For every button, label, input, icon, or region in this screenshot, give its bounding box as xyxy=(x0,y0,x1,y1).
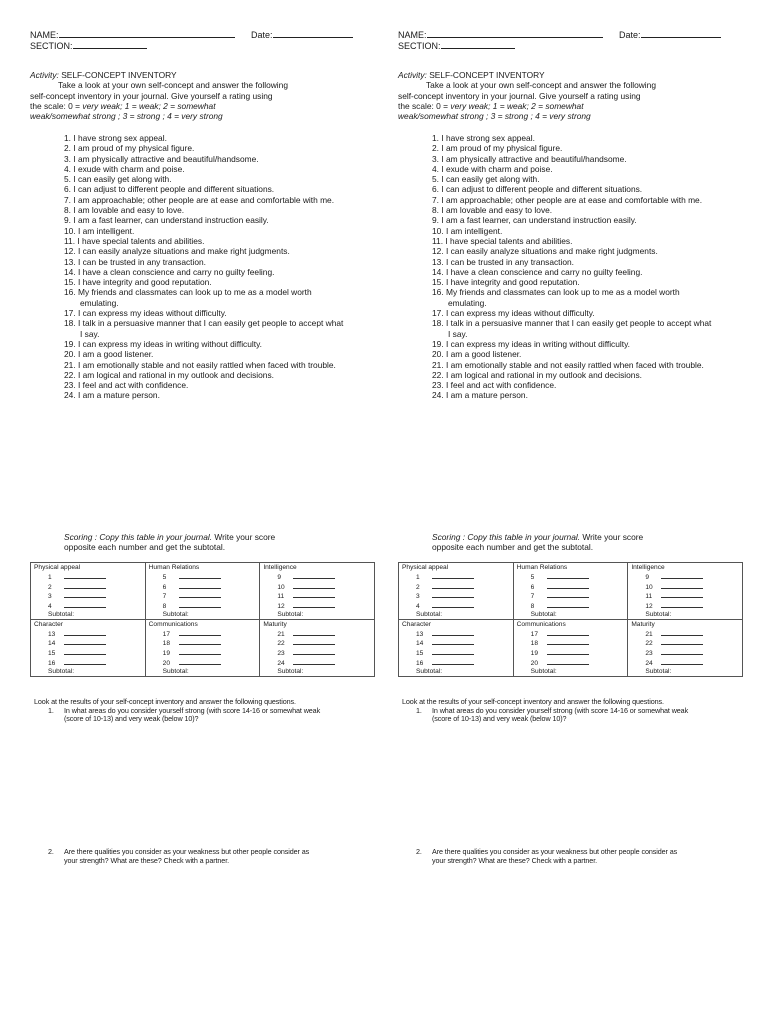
scale-prefix: the scale: 0 = xyxy=(30,100,83,111)
list-item: 2. I am proud of my physical figure. xyxy=(432,143,563,154)
intro-line-1: Take a look at your own self-concept and answer the following xyxy=(426,80,656,91)
list-item: 6. I can adjust to different people and different situations. xyxy=(64,184,275,195)
subtotal-label: Subtotal: xyxy=(416,667,443,675)
list-item: 12. I can easily analyze situations and make right judgments. xyxy=(64,246,290,257)
score-line[interactable] xyxy=(432,648,474,655)
table-cell: Human Relations 5 6 7 8 Subtotal: xyxy=(513,563,628,620)
table-cell: Maturity 21 22 23 24 Subtotal: xyxy=(628,619,743,676)
intro-line-2: self-concept inventory in your journal. Give yourself a rating using xyxy=(398,90,641,101)
scale-rest: very weak; 1 = weak; 2 = somewhat xyxy=(82,100,216,111)
score-line[interactable] xyxy=(179,582,221,589)
score-line[interactable] xyxy=(179,572,221,579)
scoring-label: Scoring : Copy this table in your journal. xyxy=(432,532,581,542)
score-line[interactable] xyxy=(64,648,106,655)
score-line[interactable] xyxy=(179,648,221,655)
list-item: 10. I am intelligent. xyxy=(432,225,503,236)
subtotal-label: Subtotal: xyxy=(48,667,75,675)
score-line[interactable] xyxy=(179,629,221,636)
category-label: Physical appeal xyxy=(402,564,449,571)
table-cell: Human Relations 5 6 7 8 Subtotal: xyxy=(145,563,260,620)
list-item: 9. I am a fast learner, can understand instruction easily. xyxy=(432,215,637,226)
list-item: 15. I have integrity and good reputation. xyxy=(432,277,580,288)
table-cell: Character 13 14 15 16 Subtotal: xyxy=(31,619,146,676)
list-item: 21. I am emotionally stable and not easily rattled when faced with trouble. xyxy=(432,359,704,370)
name-line[interactable] xyxy=(59,29,235,38)
scoring-instructions xyxy=(432,532,643,553)
score-line[interactable] xyxy=(293,638,335,645)
list-item: 11. I have special talents and abilities. xyxy=(64,235,205,246)
list-item: 3. I am physically attractive and beautiful/handsome. xyxy=(64,153,259,164)
score-line[interactable] xyxy=(547,629,589,636)
name-label: NAME: xyxy=(30,30,59,40)
list-item: 23. I feel and act with confidence. xyxy=(64,380,189,391)
score-line[interactable] xyxy=(547,582,589,589)
list-item: 14. I have a clean conscience and carry no guilty feeling. xyxy=(432,266,643,277)
score-line[interactable] xyxy=(547,591,589,598)
list-item-continuation: I say. xyxy=(448,328,468,339)
activity-block xyxy=(30,70,350,121)
score-line[interactable] xyxy=(547,572,589,579)
section-line[interactable] xyxy=(73,40,147,49)
list-item: 7. I am approachable; other people are at ease and comfortable with me. xyxy=(432,194,703,205)
date-field[interactable] xyxy=(619,29,721,40)
table-cell: Communications 17 18 19 20 Subtotal: xyxy=(513,619,628,676)
table-cell: Physical appeal 1 2 3 4 Subtotal: xyxy=(399,563,514,620)
category-label: Character xyxy=(402,620,431,628)
scoring-text-1: Write your score xyxy=(212,532,276,542)
intro-line-2: self-concept inventory in your journal. Give yourself a rating using xyxy=(30,90,273,101)
score-line[interactable] xyxy=(293,629,335,636)
list-item: 3. I am physically attractive and beautiful/handsome. xyxy=(432,153,627,164)
score-line[interactable] xyxy=(179,591,221,598)
activity-label: Activity: xyxy=(398,70,427,80)
name-line[interactable] xyxy=(427,29,603,38)
list-item-continuation: emulating. xyxy=(80,297,119,308)
name-field[interactable] xyxy=(30,29,235,40)
score-line[interactable] xyxy=(179,638,221,645)
score-line[interactable] xyxy=(179,658,221,665)
activity-label: Activity: xyxy=(30,70,59,80)
score-line[interactable] xyxy=(547,648,589,655)
subtotal-label: Subtotal: xyxy=(645,667,672,675)
list-item: 8. I am lovable and easy to love. xyxy=(432,205,553,216)
subtotal-label: Subtotal: xyxy=(162,610,189,618)
list-item: 23. I feel and act with confidence. xyxy=(432,380,557,391)
table-cell: Intelligence 9 10 11 12 Subtotal: xyxy=(628,563,743,620)
question-1: 1. In what areas do you consider yourself strong (with score 14-16 or somewhat weak (score of 10-13) and very weak (below 10)? xyxy=(416,705,689,724)
score-line[interactable] xyxy=(547,601,589,608)
name-label: NAME: xyxy=(398,30,427,40)
scoring-text-2: opposite each number and get the subtotal. xyxy=(432,542,594,553)
activity-title: SELF-CONCEPT INVENTORY xyxy=(429,70,545,80)
question-2-block xyxy=(402,848,742,865)
scale-prefix: the scale: 0 = xyxy=(398,100,451,111)
category-label: Physical appeal xyxy=(34,564,81,571)
inventory-list xyxy=(64,133,343,401)
scoring-label: Scoring : Copy this table in your journal. xyxy=(64,532,213,542)
list-item: 13. I can be trusted in any transaction. xyxy=(64,256,206,267)
score-line[interactable] xyxy=(432,572,474,579)
score-line[interactable] xyxy=(432,601,474,608)
list-item: 5. I can easily get along with. xyxy=(64,174,172,185)
list-item: 5. I can easily get along with. xyxy=(432,174,540,185)
table-cell: Character 13 14 15 16 Subtotal: xyxy=(399,619,514,676)
score-line[interactable] xyxy=(661,582,703,589)
score-line[interactable] xyxy=(432,638,474,645)
date-label: Date: xyxy=(619,30,641,40)
scale-line-2: weak/somewhat strong ; 3 = strong ; 4 = very strong xyxy=(398,111,591,122)
category-label: Intelligence xyxy=(631,564,665,571)
score-line[interactable] xyxy=(661,591,703,598)
scoring-text-2: opposite each number and get the subtotal. xyxy=(64,542,226,553)
questions-block xyxy=(34,698,374,724)
category-label: Maturity xyxy=(263,620,287,628)
score-line[interactable] xyxy=(64,658,106,665)
inventory-list xyxy=(432,133,711,401)
list-item-continuation: I say. xyxy=(80,328,100,339)
section-label: SECTION: xyxy=(30,41,73,51)
list-item: 18. I talk in a persuasive manner that I can easily get people to accept what xyxy=(432,318,712,329)
list-item: 19. I can express my ideas in writing without difficulty. xyxy=(64,338,262,349)
score-line[interactable] xyxy=(64,629,106,636)
list-item: 6. I can adjust to different people and different situations. xyxy=(432,184,643,195)
list-item: 17. I can express my ideas without difficulty. xyxy=(64,308,227,319)
question-2: 2. Are there qualities you consider as your weakness but other people consider as your strength? What are these? Check with a partner. xyxy=(416,847,678,865)
questions-intro: Look at the results of your self-concept inventory and answer the following questions. xyxy=(34,697,296,706)
subtotal-label: Subtotal: xyxy=(277,667,304,675)
list-item: 8. I am lovable and easy to love. xyxy=(64,205,185,216)
activity-title: SELF-CONCEPT INVENTORY xyxy=(61,70,177,80)
questions-block xyxy=(402,698,742,724)
right-worksheet xyxy=(368,0,743,1024)
score-line[interactable] xyxy=(661,572,703,579)
activity-block xyxy=(398,70,718,121)
score-line[interactable] xyxy=(64,601,106,608)
list-item: 10. I am intelligent. xyxy=(64,225,135,236)
category-label: Maturity xyxy=(631,620,655,628)
score-line[interactable] xyxy=(293,658,335,665)
list-item: 22. I am logical and rational in my outlook and decisions. xyxy=(64,369,274,380)
category-label: Intelligence xyxy=(263,564,297,571)
list-item: 20. I am a good listener. xyxy=(64,349,154,360)
list-item: 14. I have a clean conscience and carry no guilty feeling. xyxy=(64,266,275,277)
category-label: Communications xyxy=(148,620,198,628)
question-2: 2. Are there qualities you consider as your weakness but other people consider as your strength? What are these? Check with a partner. xyxy=(48,847,310,865)
subtotal-label: Subtotal: xyxy=(48,610,75,618)
date-line[interactable] xyxy=(273,29,353,38)
score-line[interactable] xyxy=(64,591,106,598)
list-item: 20. I am a good listener. xyxy=(432,349,522,360)
score-line[interactable] xyxy=(432,629,474,636)
list-item-continuation: emulating. xyxy=(448,297,487,308)
score-line[interactable] xyxy=(661,638,703,645)
table-cell: Physical appeal 1 2 3 4 Subtotal: xyxy=(31,563,146,620)
intro-line-1: Take a look at your own self-concept and answer the following xyxy=(58,80,288,91)
category-label: Human Relations xyxy=(148,564,200,571)
score-line[interactable] xyxy=(64,582,106,589)
score-line[interactable] xyxy=(293,572,335,579)
subtotal-label: Subtotal: xyxy=(416,610,443,618)
date-label: Date: xyxy=(251,30,273,40)
scoring-text-1: Write your score xyxy=(580,532,644,542)
category-label: Human Relations xyxy=(516,564,568,571)
scoring-instructions xyxy=(64,532,275,553)
score-line[interactable] xyxy=(293,601,335,608)
name-field[interactable] xyxy=(398,29,603,40)
table-cell: Communications 17 18 19 20 Subtotal: xyxy=(145,619,260,676)
section-label: SECTION: xyxy=(398,41,441,51)
scoring-table xyxy=(30,562,375,677)
subtotal-label: Subtotal: xyxy=(530,610,557,618)
list-item: 16. My friends and classmates can look up to me as a model worth xyxy=(432,287,680,298)
score-line[interactable] xyxy=(661,648,703,655)
list-item: 22. I am logical and rational in my outlook and decisions. xyxy=(432,369,642,380)
category-label: Character xyxy=(34,620,63,628)
list-item: 11. I have special talents and abilities. xyxy=(432,235,573,246)
scale-line-2: weak/somewhat strong ; 3 = strong ; 4 = very strong xyxy=(30,111,223,122)
score-line[interactable] xyxy=(547,638,589,645)
list-item: 19. I can express my ideas in writing without difficulty. xyxy=(432,338,630,349)
section-field[interactable] xyxy=(30,40,147,51)
score-line[interactable] xyxy=(293,582,335,589)
table-cell: Intelligence 9 10 11 12 Subtotal: xyxy=(260,563,375,620)
left-worksheet xyxy=(0,0,375,1024)
score-line[interactable] xyxy=(547,658,589,665)
list-item: 15. I have integrity and good reputation. xyxy=(64,277,212,288)
score-line[interactable] xyxy=(661,629,703,636)
list-item: 4. I exude with charm and poise. xyxy=(64,163,185,174)
list-item: 2. I am proud of my physical figure. xyxy=(64,143,195,154)
list-item: 24. I am a mature person. xyxy=(64,390,160,401)
table-cell: Maturity 21 22 23 24 Subtotal: xyxy=(260,619,375,676)
list-item: 12. I can easily analyze situations and make right judgments. xyxy=(432,246,658,257)
list-item: 1. I have strong sex appeal. xyxy=(432,133,535,143)
list-item: 24. I am a mature person. xyxy=(432,390,528,401)
section-field[interactable] xyxy=(398,40,515,51)
subtotal-label: Subtotal: xyxy=(162,667,189,675)
list-item: 21. I am emotionally stable and not easily rattled when faced with trouble. xyxy=(64,359,336,370)
score-line[interactable] xyxy=(661,601,703,608)
list-item: 1. I have strong sex appeal. xyxy=(64,133,167,143)
category-label: Communications xyxy=(516,620,566,628)
score-line[interactable] xyxy=(64,572,106,579)
score-line[interactable] xyxy=(179,601,221,608)
score-line[interactable] xyxy=(432,582,474,589)
score-line[interactable] xyxy=(432,591,474,598)
score-line[interactable] xyxy=(661,658,703,665)
list-item: 18. I talk in a persuasive manner that I can easily get people to accept what xyxy=(64,318,344,329)
section-line[interactable] xyxy=(441,40,515,49)
score-line[interactable] xyxy=(293,648,335,655)
date-line[interactable] xyxy=(641,29,721,38)
list-item: 16. My friends and classmates can look up to me as a model worth xyxy=(64,287,312,298)
list-item: 7. I am approachable; other people are at ease and comfortable with me. xyxy=(64,194,335,205)
score-line[interactable] xyxy=(432,658,474,665)
subtotal-label: Subtotal: xyxy=(277,610,304,618)
scale-rest: very weak; 1 = weak; 2 = somewhat xyxy=(450,100,584,111)
question-1: 1. In what areas do you consider yourself strong (with score 14-16 or somewhat weak (score of 10-13) and very weak (below 10)? xyxy=(48,705,321,724)
subtotal-label: Subtotal: xyxy=(530,667,557,675)
list-item: 17. I can express my ideas without difficulty. xyxy=(432,308,595,319)
score-line[interactable] xyxy=(64,638,106,645)
list-item: 9. I am a fast learner, can understand instruction easily. xyxy=(64,215,269,226)
date-field[interactable] xyxy=(251,29,353,40)
subtotal-label: Subtotal: xyxy=(645,610,672,618)
score-line[interactable] xyxy=(293,591,335,598)
questions-intro: Look at the results of your self-concept inventory and answer the following questions. xyxy=(402,697,664,706)
list-item: 13. I can be trusted in any transaction. xyxy=(432,256,574,267)
scoring-table xyxy=(398,562,743,677)
question-2-block xyxy=(34,848,374,865)
list-item: 4. I exude with charm and poise. xyxy=(432,163,553,174)
